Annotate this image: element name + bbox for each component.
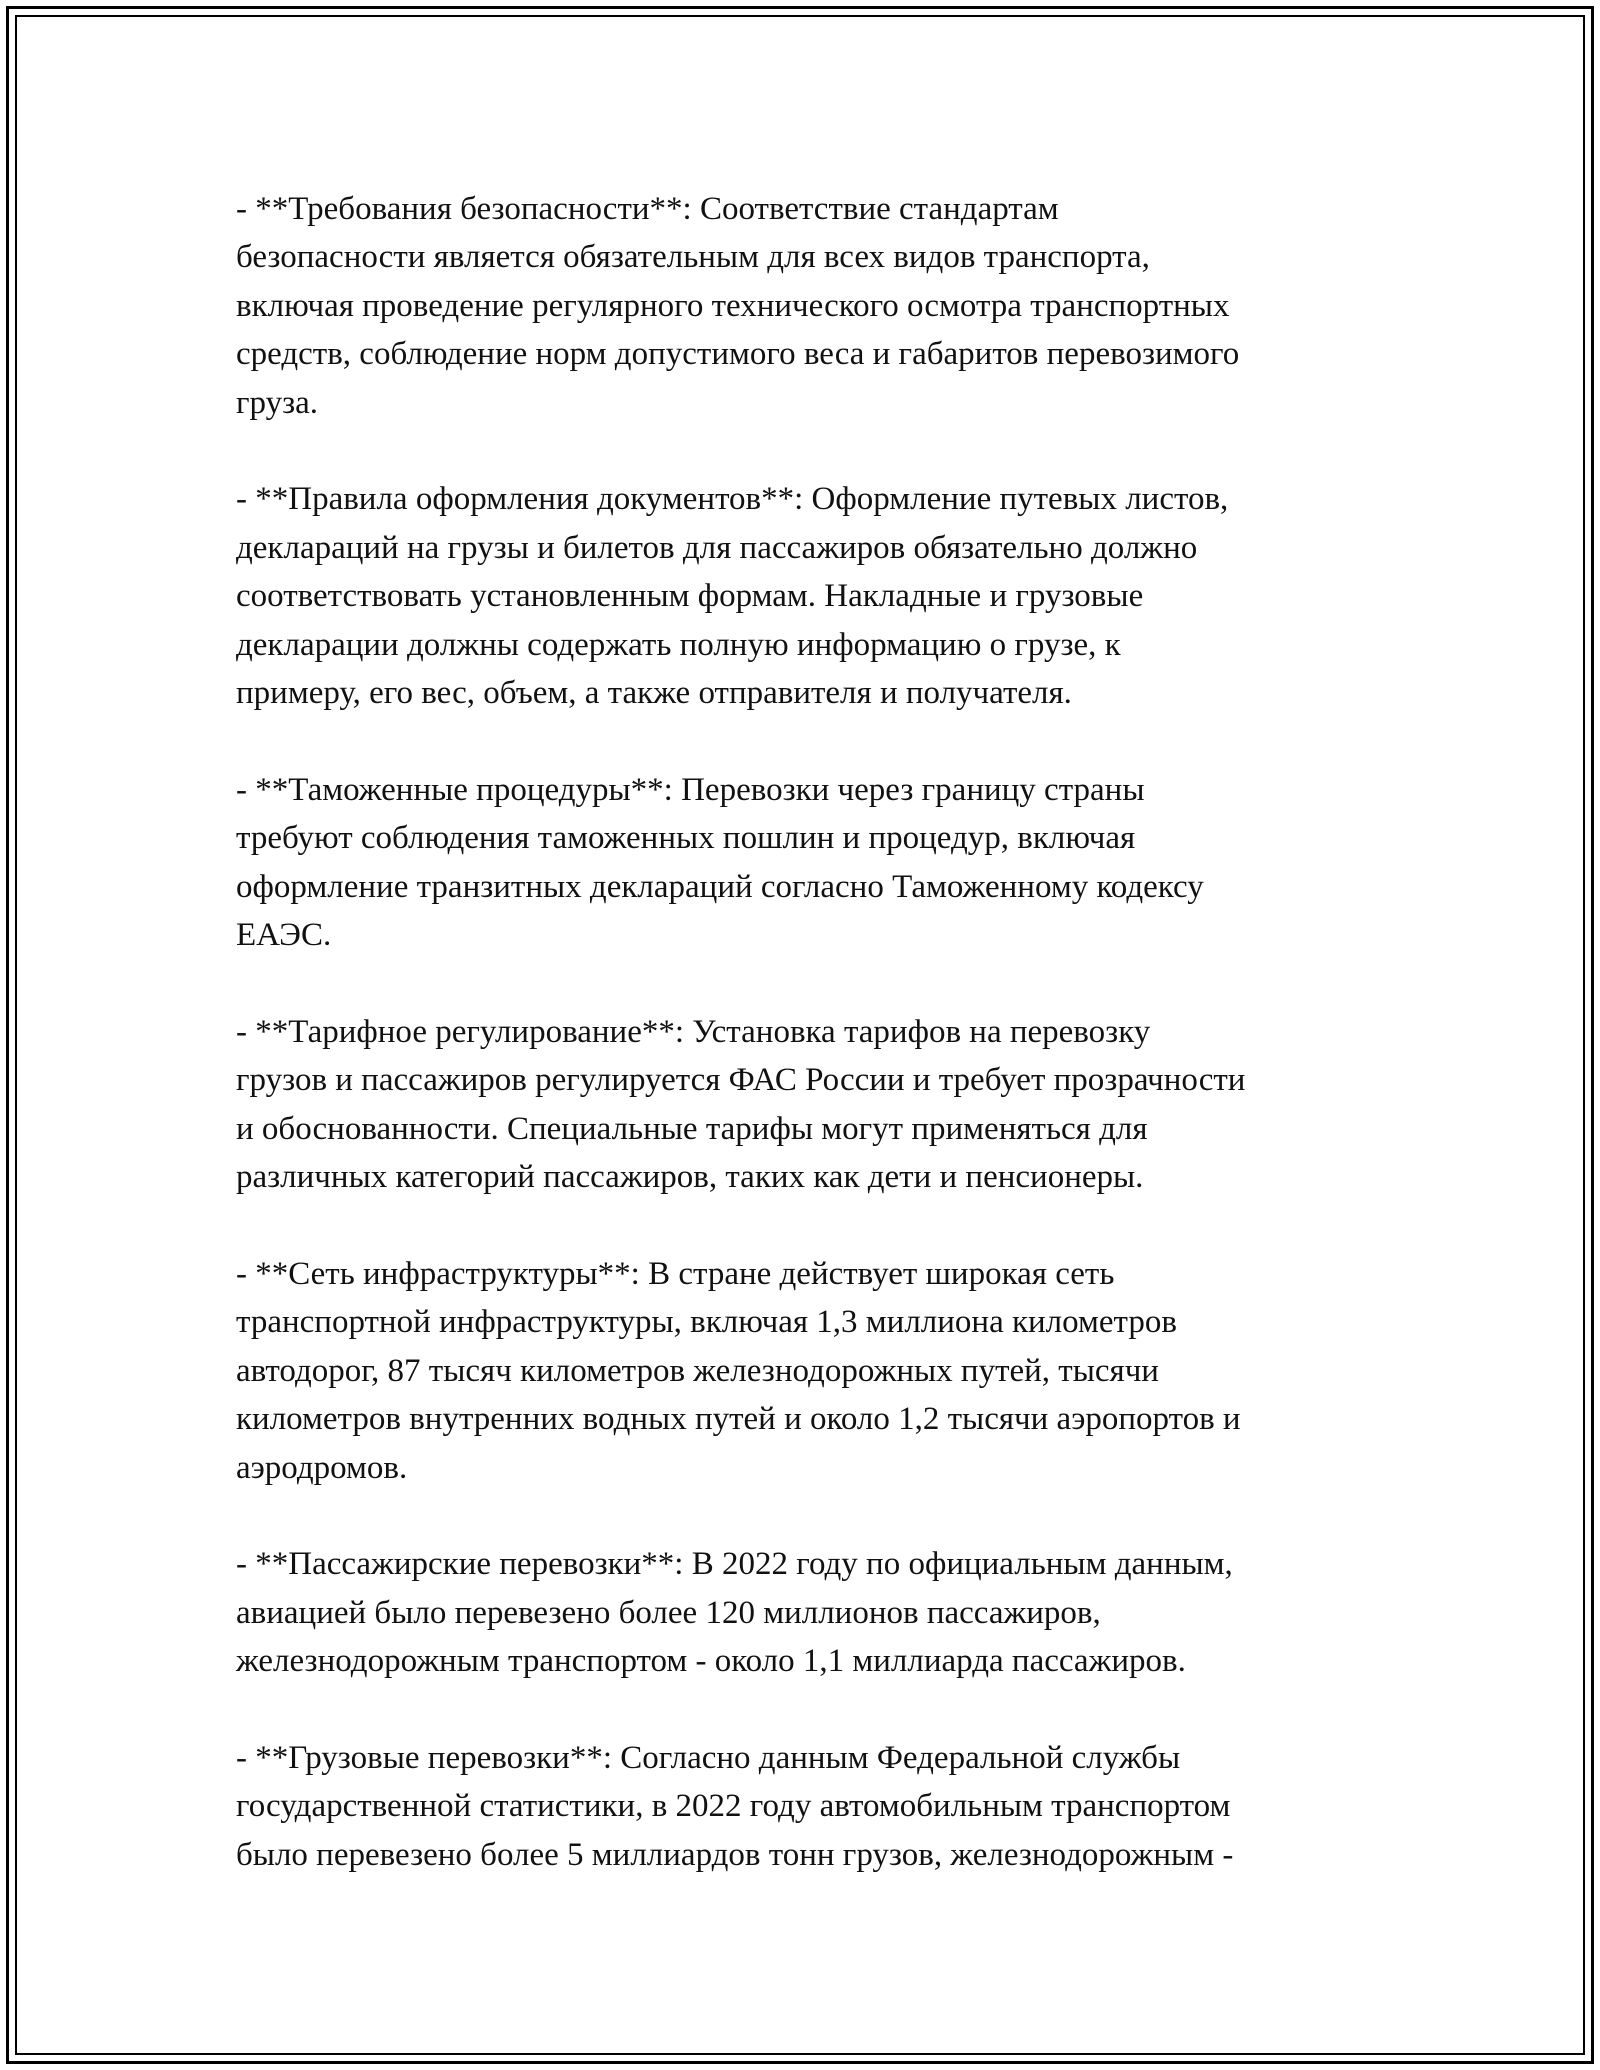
- text-line: - **Пассажирские перевозки**: В 2022 году по официальным данным,: [236, 1546, 1233, 1583]
- text-line: деклараций на грузы и билетов для пассажиров обязательно должно: [236, 529, 1198, 566]
- text-line: включая проведение регулярного технического осмотра транспортных: [236, 287, 1230, 324]
- text-line: ЕАЭС.: [236, 917, 332, 954]
- text-line: государственной статистики, в 2022 году автомобильным транспортом: [236, 1788, 1231, 1825]
- text-line: транспортной инфраструктуры, включая 1,3 миллиона километров: [236, 1304, 1177, 1341]
- text-line: - **Грузовые перевозки**: Согласно данным Федеральной службы: [236, 1739, 1181, 1776]
- text-line: - **Таможенные процедуры**: Перевозки через границу страны: [236, 771, 1145, 808]
- text-line: средств, соблюдение норм допустимого веса и габаритов перевозимого: [236, 336, 1240, 373]
- paragraph-document-rules: [236, 475, 1386, 717]
- text-line: и обоснованности. Специальные тарифы могут применяться для: [236, 1110, 1148, 1147]
- text-line: грузов и пассажиров регулируется ФАС России и требует прозрачности: [236, 1062, 1246, 1099]
- text-line: авиацией было перевезено более 120 миллионов пассажиров,: [236, 1594, 1101, 1631]
- text-line: груза.: [236, 384, 319, 421]
- text-line: - **Сеть инфраструктуры**: В стране действует широкая сеть: [236, 1255, 1115, 1292]
- text-line: километров внутренних водных путей и около 1,2 тысячи аэропортов и: [236, 1401, 1241, 1438]
- paragraph-customs-procedures: [236, 766, 1386, 960]
- paragraph-safety-requirements: [236, 185, 1386, 427]
- text-line: примеру, его вес, объем, а также отправителя и получателя.: [236, 675, 1072, 712]
- paragraph-tariff-regulation: [236, 1008, 1386, 1202]
- text-line: декларации должны содержать полную информацию о грузе, к: [236, 626, 1121, 663]
- text-line: соответствовать установленным формам. Накладные и грузовые: [236, 578, 1144, 615]
- text-line: требуют соблюдения таможенных пошлин и процедур, включая: [236, 820, 1136, 857]
- paragraph-infrastructure-network: [236, 1250, 1386, 1492]
- text-line: железнодорожным транспортом - около 1,1 миллиарда пассажиров.: [236, 1643, 1186, 1680]
- text-line: оформление транзитных деклараций согласно Таможенному кодексу: [236, 868, 1204, 905]
- text-line: различных категорий пассажиров, таких как дети и пенсионеры.: [236, 1159, 1144, 1196]
- text-line: аэродромов.: [236, 1449, 408, 1486]
- text-line: безопасности является обязательным для всех видов транспорта,: [236, 239, 1150, 276]
- paragraph-freight-transport: [236, 1734, 1386, 1879]
- text-line: - **Правила оформления документов**: Оформление путевых листов,: [236, 481, 1229, 518]
- text-line: - **Тарифное регулирование**: Установка тарифов на перевозку: [236, 1013, 1151, 1050]
- document-body: [236, 185, 1386, 1928]
- text-line: - **Требования безопасности**: Соответствие стандартам: [236, 191, 1059, 227]
- text-line: автодорог, 87 тысяч километров железнодорожных путей, тысячи: [236, 1352, 1159, 1389]
- text-line: было перевезено более 5 миллиардов тонн грузов, железнодорожным -: [236, 1836, 1234, 1873]
- paragraph-passenger-transport: [236, 1540, 1386, 1685]
